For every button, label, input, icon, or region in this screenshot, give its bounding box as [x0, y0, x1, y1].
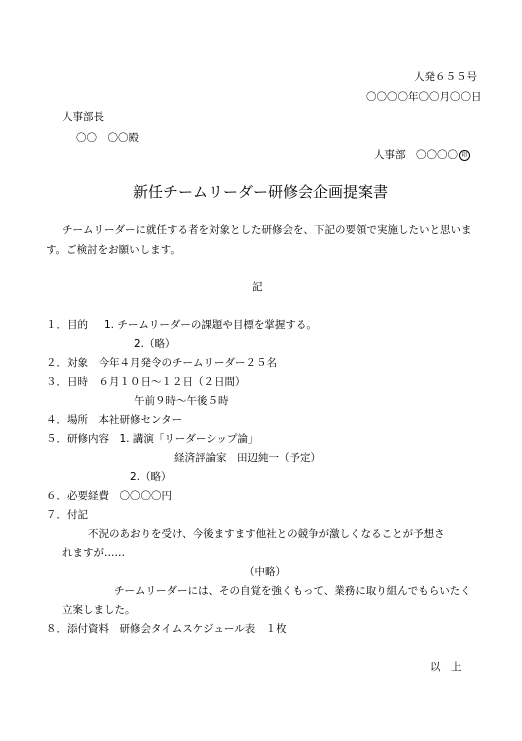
intro-line-2: す。ご検討をお願いします。	[46, 244, 181, 256]
item-target: ２．対象 今年４月発令のチームリーダー２５名	[46, 357, 277, 369]
document-title: 新任チームリーダー研修会企画提案書	[133, 183, 389, 201]
item-notes-2: れますが……	[62, 547, 125, 559]
item-attachment: ８．添付資料 研修会タイムスケジュール表 １枚	[46, 623, 287, 635]
item-datetime-2: 午前９時～午後５時	[134, 395, 229, 407]
closing-ijou: 以 上	[430, 661, 462, 673]
item-purpose-2: 2.（略）	[134, 338, 176, 350]
item-content-3: 2.（略）	[130, 471, 172, 483]
item-notes-3: チームリーダーには、その自覚を強くもって、業務に取り組んでもらいたく	[114, 585, 471, 597]
seal-mark: 印	[459, 150, 470, 161]
item-notes-omitted: （中略）	[244, 566, 286, 578]
item-content-1: ５．研修内容 1. 講演「リーダーシップ論」	[46, 433, 259, 445]
intro-line-1: チームリーダーに就任する者を対象とした研修会を、下記の要領で実施したいと思いま	[62, 224, 472, 236]
item-place: ４．場所 本社研修センター	[46, 414, 183, 426]
item-notes-4: 立案しました。	[62, 604, 136, 616]
document-date: 〇〇〇〇年〇〇月〇〇日	[366, 91, 482, 103]
item-cost: ６．必要経費 〇〇〇〇円	[46, 490, 172, 502]
recipient-department: 人事部長	[62, 111, 104, 123]
ki-heading: 記	[252, 281, 263, 293]
item-purpose-1: 1. チームリーダーの課題や目標を掌握する。	[104, 319, 317, 331]
item-content-2: 経済評論家 田辺純一（予定）	[174, 452, 321, 464]
item-datetime-1: ３．日時 ６月１０日～１２日（２日間）	[46, 376, 246, 388]
sender-name: 人事部 〇〇〇〇	[374, 149, 458, 161]
item-notes-label: ７．付記	[46, 509, 88, 521]
item-purpose-label: １．目的	[46, 319, 88, 331]
sender	[374, 148, 470, 162]
item-notes-1: 不況のあおりを受け、今後ますます他社との競争が激しくなることが予想さ	[88, 528, 445, 540]
document-number: 人発６５５号	[414, 71, 477, 83]
recipient-name: 〇〇 〇〇殿	[76, 132, 139, 144]
